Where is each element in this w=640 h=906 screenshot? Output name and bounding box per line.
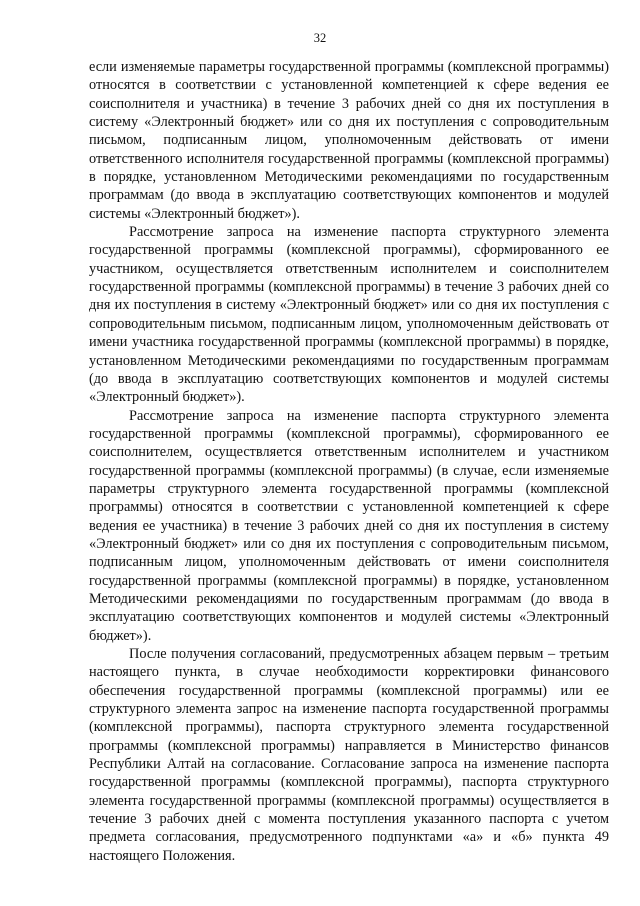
document-body bbox=[89, 58, 609, 865]
paragraph-participant-request: Рассмотрение запроса на изменение паспорта структурного элемента государственной программы (комплексной программы), сформированного ее участником, осуществляется ответственным исполнителем и соисполнителем государственной программы (комплексной программы) в течение 3 рабочих дней со дня их поступления в систему «Электронный бюджет» или со дня их поступления с сопроводительным письмом, подписанным лицом, уполномоченным действовать от имени участника государственной программы (комплексной программы) в порядке, установленном Методическими рекомендациями по государственным программам (до ввода в эксплуатацию соответствующих компонентов и модулей системы «Электронный бюджет»). bbox=[89, 224, 609, 406]
paragraph-finance-approval: После получения согласований, предусмотренных абзацем первым – третьим настоящего пункта, в случае необходимости корректировки финансового обеспечения государственной программы (комплексной программы) или ее структурного элемента запрос на изменение паспорта государственной программы (комплексной программы), паспорта структурного элемента государственной программы (комплексной программы) направляется в Министерство финансов Республики Алтай на согласование. Согласование запроса на изменение паспорта государственной программы (комплексной программы), паспорта структурного элемента государственной программы (комплексной программы) осуществляется в течение 3 рабочих дней с момента поступления указанного паспорта с учетом предмета согласования, предусмотренного подпунктами «а» и «б» пункта 49 настоящего Положения. bbox=[89, 646, 609, 864]
page-number: 32 bbox=[313, 31, 327, 45]
paragraph-coexecutor-request: Рассмотрение запроса на изменение паспорта структурного элемента государственной программы (комплексной программы), сформированного ее соисполнителем, осуществляется ответственным исполнителем и участником государственной программы (комплексной программы) (в случае, если изменяемые параметры структурного элемента государственной программы (комплексной программы) относятся в соответствии с установленной компетенцией к сфере ведения ее участника) в течение 3 рабочих дней со дня их поступления в систему «Электронный бюджет» или со дня их поступления с сопроводительным письмом, подписанным лицом, уполномоченным действовать от имени соисполнителя государственной программы (комплексной программы) в порядке, установленном Методическими рекомендациями по государственным программам (до ввода в эксплуатацию соответствующих компонентов и модулей системы «Электронный бюджет»). bbox=[89, 407, 609, 644]
paragraph-continuation: если изменяемые параметры государственной программы (комплексной программы) относятся в соответствии с установленной компетенцией к сфере ведения ее соисполнителя и участника) в течение 3 рабочих дней со дня их поступления в систему «Электронный бюджет» или со дня их поступления с сопроводительным письмом, подписанным лицом, уполномоченным действовать от имени ответственного исполнителя государственной программы (комплексной программы) в порядке, установленном Методическими рекомендациями по государственным программам (до ввода в эксплуатацию соответствующих компонентов и модулей системы «Электронный бюджет»). bbox=[89, 59, 609, 222]
